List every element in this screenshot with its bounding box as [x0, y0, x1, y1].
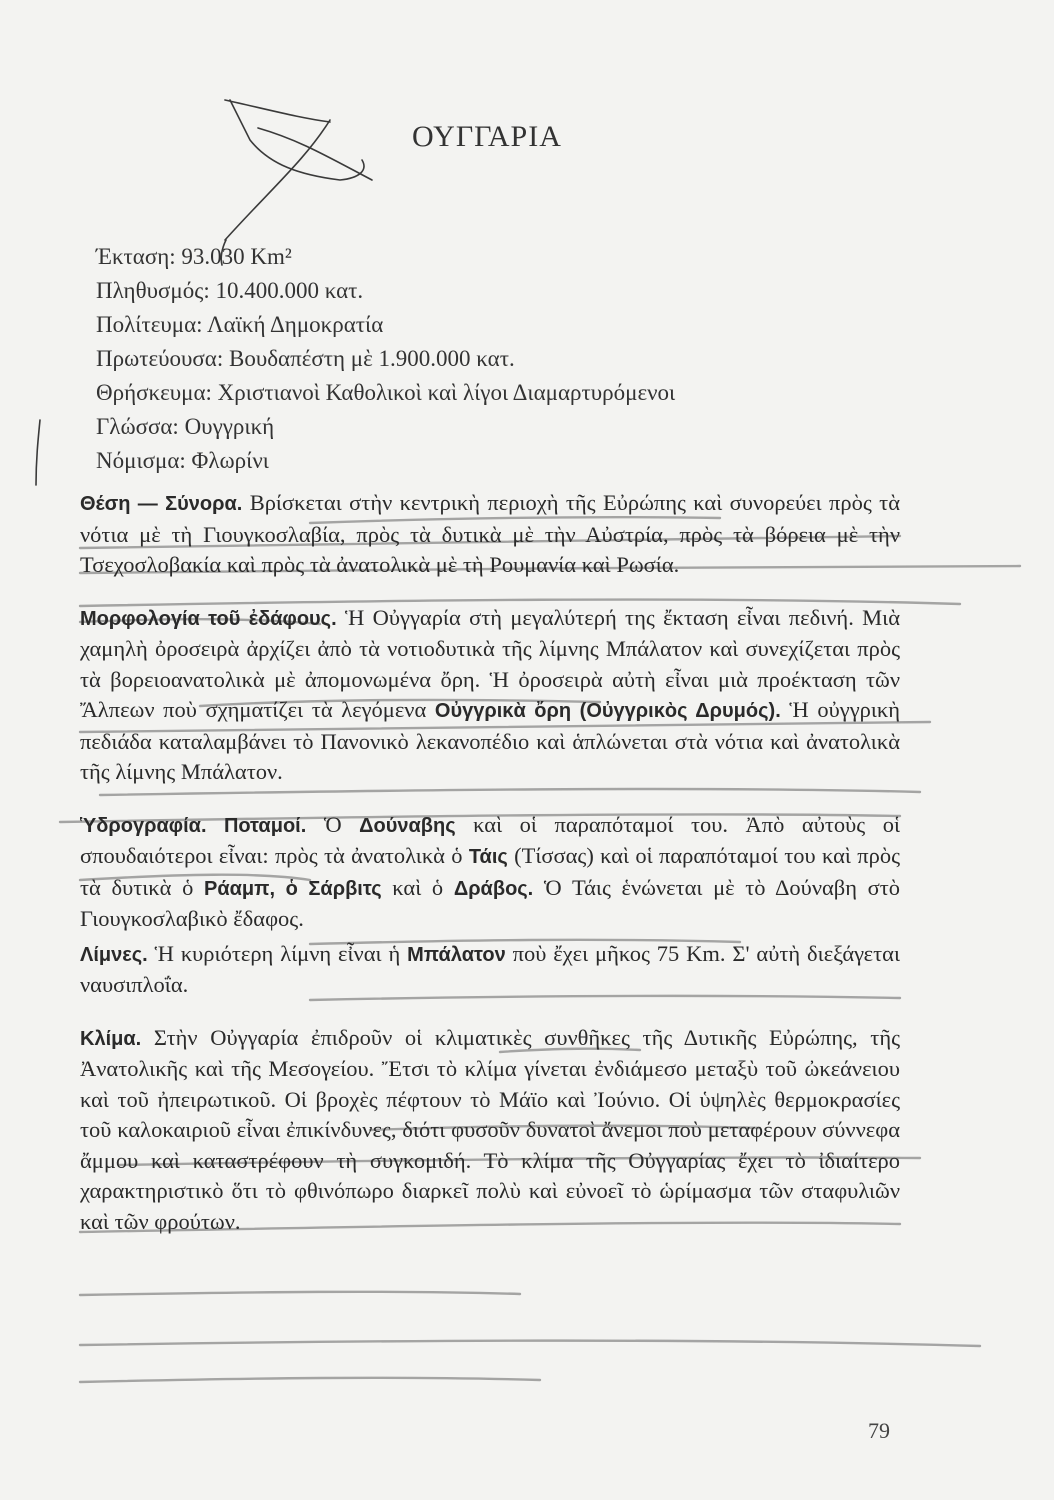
bold-term: Ράαμπ, ὁ Σάρβιτς: [204, 877, 382, 900]
pen-stroke: [36, 420, 40, 485]
section-heading: Θέση — Σύνορα.: [80, 493, 243, 515]
fact-religion: Θρήσκευμα: Χριστιανοὶ Καθολικοὶ καὶ λίγοι Διαμαρτυρόμενοι: [96, 380, 676, 405]
page-number: 79: [868, 1418, 890, 1443]
section-text: Στὴν Οὐγγαρία ἐπιδροῦν οἱ κλιματικὲς συνθῆκες τῆς Δυτικῆς Εὐρώπης, τῆς Ἀνατολικῆς καὶ τῆς Μεσογείου. Ἔτσι τὸ κλίμα γίνεται ἐνδιάμεσο μεταξὺ τοῦ ὠκεάνειου καὶ τοῦ ἠπειρωτικοῦ. Οἱ βροχὲς πέφτουν τὸ Μάϊο καὶ Ἰούνιο. Οἱ ὑψηλὲς θερμοκρασίες τοῦ καλοκαιριοῦ εἶναι ἐπικίνδυνες, διότι φυσοῦν δυνατοὶ ἄνεμοι ποὺ μεταφέρουν σύννεφα ἄμμου καὶ καταστρέφουν τὴ συγκομιδή. Τὸ κλίμα τῆς Οὐγγαρίας ἔχει τὸ ἰδιαίτερο χαρακτηριστικὸ ὅτι τὸ φθινόπωρο διαρκεῖ πολὺ καὶ εὐνοεῖ τὸ ὡρίμασμα τῶν σταφυλιῶν καὶ τῶν φρούτων.: [80, 1024, 900, 1234]
section-text: Ἡ κυριότερη λίμνη εἶναι ἡ: [154, 940, 401, 966]
page-title: ΟΥΓΓΑΡΙΑ: [412, 120, 562, 153]
bold-term: Τάις: [468, 846, 508, 868]
section-text: καὶ οἱ παραπόταμοί του. Ἀπὸ αὐτοὺς οἱ σπουδαιότεροι εἶναι: πρὸς τὰ ἀνατολικὰ ὁ: [80, 811, 901, 868]
pen-stroke: [225, 120, 330, 240]
section-heading: Λίμνες.: [80, 943, 148, 966]
section-climate: [80, 1023, 900, 1238]
fact-capital: Πρωτεύουσα: Βουδαπέστη μὲ 1.900.000 κατ.: [96, 346, 515, 371]
section-text: Ἡ οὐγγρικὴ πεδιάδα καταλαμβάνει τὸ Πανονικὸ λεκανοπέδιο καὶ ἁπλώνεται στὰ νότια καὶ ἀνατολικὰ τῆς λίμνης Μπάλατον.: [80, 697, 901, 784]
section-text: καὶ ὁ: [392, 874, 444, 900]
bold-term: Οὐγγρικὰ ὄρη (Οὐγγρικὸς Δρυμός).: [434, 700, 781, 722]
section-heading: Μορφολογία τοῦ ἐδάφους.: [80, 607, 337, 630]
section-lakes: [80, 939, 900, 1001]
fact-language: Γλώσσα: Ουγγρική: [96, 414, 275, 439]
section-text: ποὺ ἔχει μῆκος 75 Km. Σ' αὐτὴ διεξάγεται ναυσιπλοΐα.: [80, 940, 901, 997]
section-heading: Ὑδρογραφία. Ποταμοί.: [80, 814, 307, 837]
section-text: Βρίσκεται στὴν κεντρικὴ περιοχὴ τῆς Εὐρώπης καὶ συνορεύει πρὸς τὰ νότια μὲ τὴ Γιουγκοσλαβία, πρὸς τὰ δυτικὰ μὲ τὴν Αὐστρία, πρὸς τὰ βόρεια μὲ τὴν Τσεχοσλοβακία καὶ πρὸς τὰ ἀνατολικὰ μὲ τὴ Ρουμανία καὶ Ρωσία.: [80, 490, 900, 577]
pen-stroke: [225, 100, 330, 122]
section-text: Ὁ: [323, 811, 342, 837]
underline-stroke: [80, 1292, 520, 1295]
section-text: (Τίσσας) καὶ οἱ παραπόταμοί του καὶ πρὸς τὰ δυτικὰ ὁ: [80, 843, 901, 900]
section-heading: Κλίμα.: [80, 1027, 142, 1050]
bold-term: Δράβος.: [453, 877, 534, 900]
section-text: Ἡ Οὐγγαρία στὴ μεγαλύτερή της ἔκταση εἶναι πεδινή. Μιὰ χαμηλὴ ὀροσειρὰ ἀρχίζει ἀπὸ τὰ νοτιοδυτικὰ τῆς λίμνης Μπάλατον καὶ συνεχίζεται πρὸς τὰ βορειοανατολικὰ μὲ ἀπομονωμένα ὄρη. Ἡ ὀροσειρὰ αὐτὴ εἶναι μιὰ προέκταση τῶν Ἄλπεων ποὺ σχηματίζει τὰ λεγόμενα: [80, 604, 900, 722]
document-body: [80, 488, 900, 1237]
underline-stroke: [80, 1341, 980, 1346]
fact-area: Έκταση: 93.030 Km²: [96, 244, 292, 269]
bold-term: Μπάλατον: [407, 943, 506, 966]
country-facts: [96, 240, 675, 478]
underline-stroke: [80, 1378, 540, 1382]
section-morphology: [80, 603, 900, 788]
bold-term: Δούναβης: [359, 814, 456, 837]
pen-stroke: [230, 100, 364, 180]
pen-stroke: [258, 128, 372, 180]
fact-currency: Νόμισμα: Φλωρίνι: [96, 448, 269, 473]
section-borders: [80, 488, 900, 581]
fact-population: Πληθυσμός: 10.400.000 κατ.: [96, 278, 364, 303]
section-text: Ὁ Τάις ἑνώνεται μὲ τὸ Δούναβη στὸ Γιουγκοσλαβικὸ ἔδαφος.: [80, 874, 901, 931]
section-hydrography: [80, 810, 900, 935]
fact-government: Πολίτευμα: Λαϊκή Δημοκρατία: [96, 312, 384, 337]
